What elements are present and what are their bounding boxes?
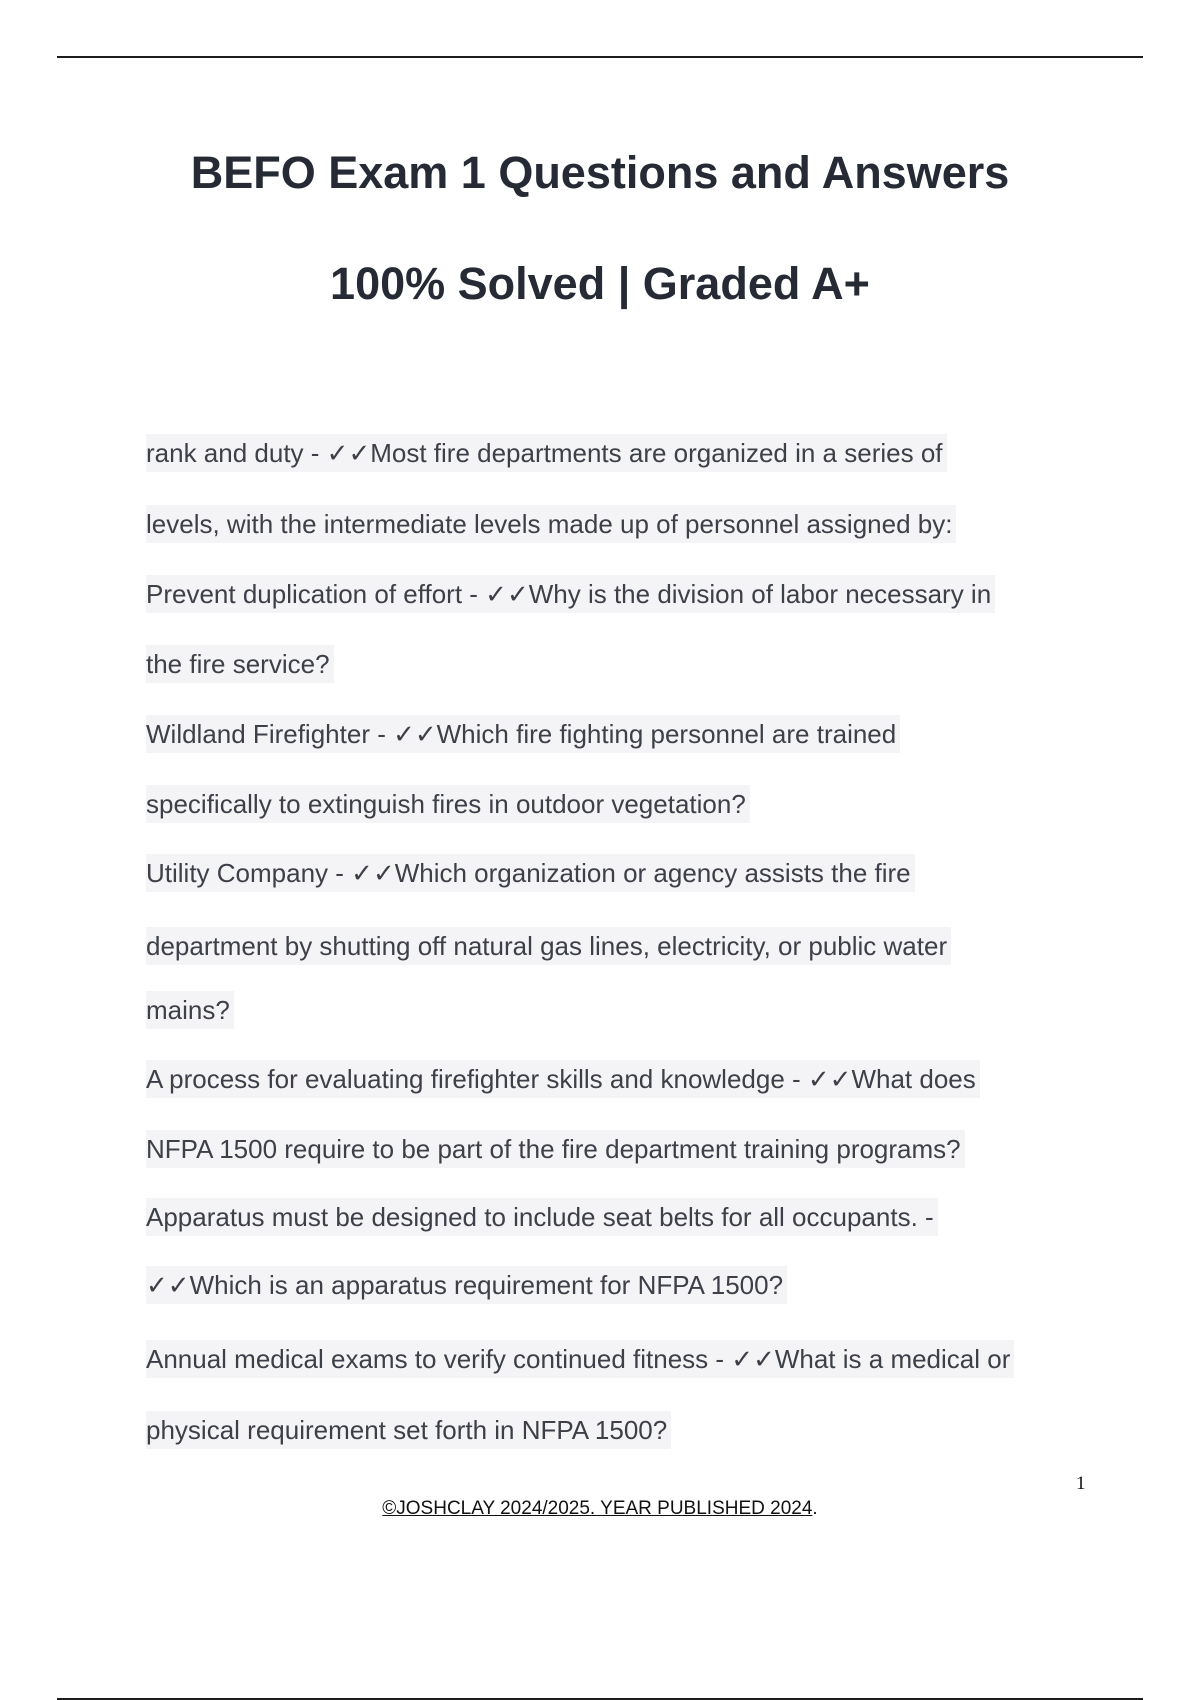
text-line: Wildland Firefighter - ✓✓Which fire fighting personnel are trained [146, 715, 900, 753]
document-title-line-2: 100% Solved | Graded A+ [330, 258, 870, 309]
page-number: 1 [1076, 1473, 1086, 1494]
text-line: NFPA 1500 require to be part of the fire department training programs? [146, 1130, 965, 1168]
text-line: Prevent duplication of effort - ✓✓Why is the division of labor necessary in [146, 575, 995, 613]
text-line: Annual medical exams to verify continued fitness - ✓✓What is a medical or [146, 1340, 1014, 1378]
text-line: the fire service? [146, 645, 334, 683]
text-line: A process for evaluating firefighter skills and knowledge - ✓✓What does [146, 1060, 980, 1098]
text-line: mains? [146, 991, 234, 1029]
text-line: department by shutting off natural gas lines, electricity, or public water [146, 927, 951, 965]
document-title-line-1: BEFO Exam 1 Questions and Answers [190, 147, 1010, 198]
footer-copyright: ©JOSHCLAY 2024/2025. YEAR PUBLISHED 2024 [382, 1498, 813, 1519]
text-line: ✓✓Which is an apparatus requirement for NFPA 1500? [146, 1266, 787, 1304]
footer [0, 1498, 1200, 1520]
footer-period: . [812, 1498, 818, 1519]
text-line: physical requirement set forth in NFPA 1500? [146, 1411, 671, 1449]
text-line: specifically to extinguish fires in outdoor vegetation? [146, 785, 750, 823]
text-line: rank and duty - ✓✓Most fire departments are organized in a series of [146, 434, 947, 472]
text-line: levels, with the intermediate levels made up of personnel assigned by: [146, 505, 956, 543]
top-rule [57, 56, 1143, 58]
text-line: Apparatus must be designed to include seat belts for all occupants. - [146, 1198, 938, 1236]
text-line: Utility Company - ✓✓Which organization or agency assists the fire [146, 854, 915, 892]
